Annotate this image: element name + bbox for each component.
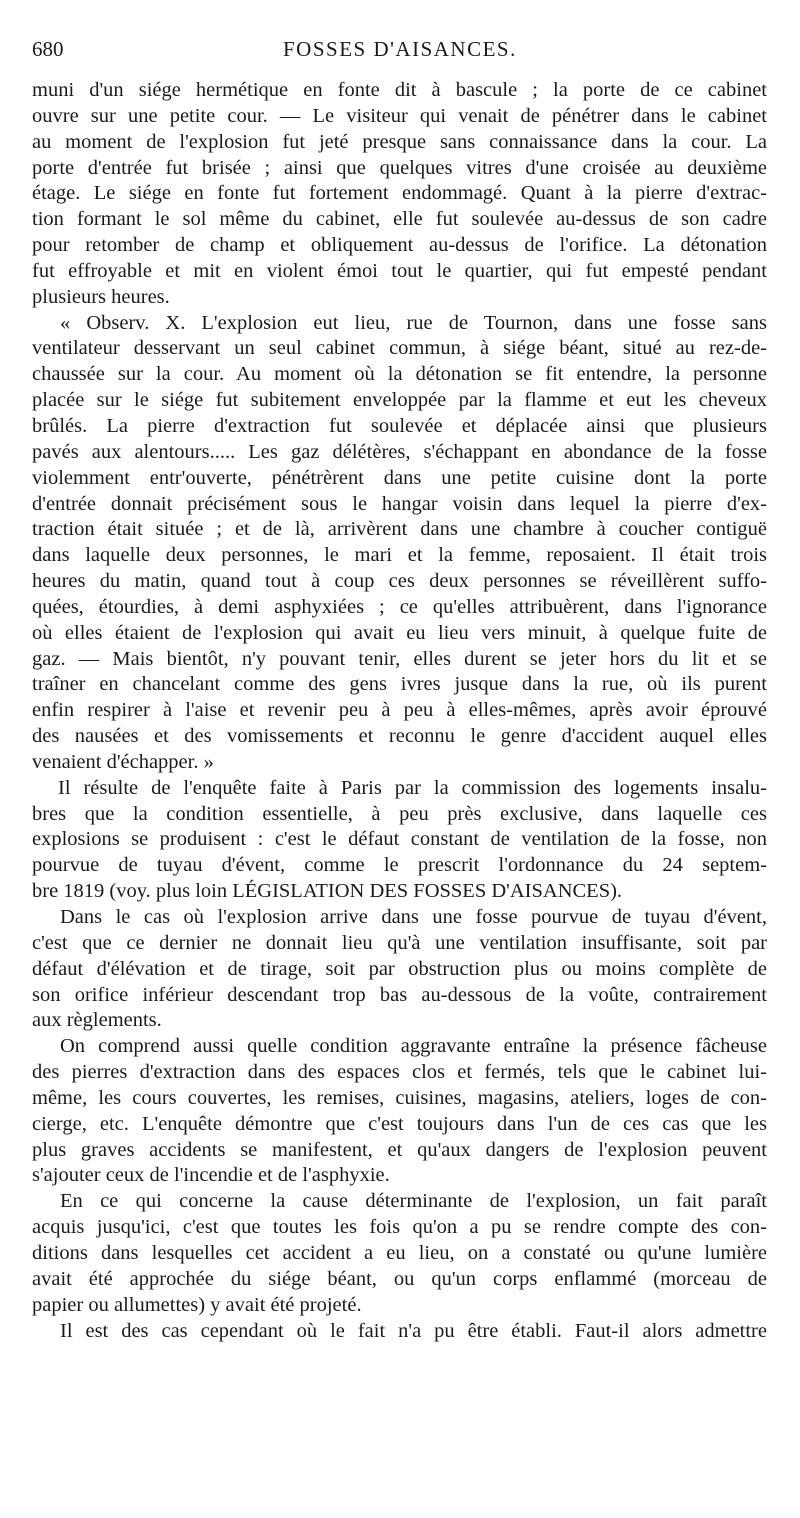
body-text xyxy=(32,78,767,1344)
paragraph-start-line: « Observ. X. L'explosion eut lieu, rue de Tournon, dans une fosse sans xyxy=(60,311,767,334)
text-line: des nausées et des vomissements et reconnu le genre d'accident auquel elles xyxy=(32,725,767,748)
text-line: porte d'entrée fut brisée ; ainsi que quelques vitres d'une croisée au deuxième xyxy=(32,156,767,179)
text-line: chaussée sur la cour. Au moment où la détonation se fit entendre, la personne xyxy=(32,363,767,386)
text-line: tion formant le sol même du cabinet, elle fut soulevée au-dessus de son cadre xyxy=(32,208,767,231)
paragraph-start-line: Dans le cas où l'explosion arrive dans une fosse pourvue de tuyau d'évent, xyxy=(60,906,767,928)
text-line: pavés aux alentours..... Les gaz délétères, s'échappant en abondance de la fosse xyxy=(32,440,767,463)
text-line: pourvue de tuyau d'évent, comme le prescrit l'ordonnance du 24 septem- xyxy=(32,854,767,877)
page-header xyxy=(32,34,767,64)
text-line: fut effroyable et mit en violent émoi tout le quartier, qui fut empesté pendant xyxy=(32,259,767,282)
text-line: même, les cours couvertes, les remises, cuisines, magasins, ateliers, loges de con- xyxy=(32,1086,767,1109)
text-line: ditions dans lesquelles cet accident a eu lieu, on a constaté ou qu'une lumière xyxy=(32,1241,767,1264)
text-line: plus graves accidents se manifestent, et qu'aux dangers de l'explosion peuvent xyxy=(32,1138,767,1161)
text-line: défaut d'élévation et de tirage, soit par obstruction plus ou moins complète de xyxy=(32,957,767,980)
text-line: plusieurs heures. xyxy=(32,285,170,308)
text-line: traîner en chancelant comme des gens ivres jusque dans la rue, où ils purent xyxy=(32,673,767,696)
text-line: aux règlements. xyxy=(32,1009,162,1032)
text-line: gaz. — Mais bientôt, n'y pouvant tenir, elles durent se jeter hors du lit et se xyxy=(32,647,767,670)
text-line: violemment entr'ouverte, pénétrèrent dans une petite cuisine dont la porte xyxy=(32,466,767,489)
book-page xyxy=(32,34,767,1344)
text-line: dans laquelle deux personnes, le mari et la femme, reposaient. Il était trois xyxy=(32,544,767,567)
page-number: 680 xyxy=(32,37,64,61)
text-line: c'est que ce dernier ne donnait lieu qu'à une ventilation insuffisante, soit par xyxy=(32,931,767,954)
text-line: brûlés. La pierre d'extraction fut soulevée et déplacée ainsi que plusieurs xyxy=(32,414,767,437)
paragraph-start-line: Il est des cas cependant où le fait n'a pu être établi. Faut-il alors admettre xyxy=(60,1319,767,1342)
text-line: explosions se produisent : c'est le défaut constant de ventilation de la fosse, non xyxy=(32,828,767,851)
text-line: bre 1819 (voy. plus loin LÉGISLATION DES FOSSES D'AISANCES). xyxy=(32,880,623,903)
text-line: traction était située ; et de là, arrivèrent dans une chambre à coucher contiguë xyxy=(32,518,767,541)
text-line: au moment de l'explosion fut jeté presque sans connaissance dans la cour. La xyxy=(32,130,767,153)
text-line: enfin respirer à l'aise et revenir peu à peu à elles-mêmes, après avoir éprouvé xyxy=(32,699,767,722)
text-line: avait été approchée du siége béant, ou qu'un corps enflammé (morceau de xyxy=(32,1267,767,1290)
text-line: heures du matin, quand tout à coup ces deux personnes se réveillèrent suffo- xyxy=(32,570,767,593)
text-line: bres que la condition essentielle, à peu près exclusive, dans laquelle ces xyxy=(32,802,767,825)
paragraph-start-line: Il résulte de l'enquête faite à Paris par la commission des logements insalu- xyxy=(58,776,767,799)
text-line: cierge, etc. L'enquête démontre que c'est toujours dans l'un de ces cas que les xyxy=(32,1112,767,1135)
running-title: FOSSES D'AISANCES. xyxy=(283,37,517,61)
text-line: étage. Le siége en fonte fut fortement endommagé. Quant à la pierre d'extrac- xyxy=(32,182,767,205)
text-line: où elles étaient de l'explosion qui avait eu lieu vers minuit, à quelque fuite de xyxy=(32,621,767,644)
text-line: placée sur le siége fut subitement enveloppée par la flamme et eut les cheveux xyxy=(32,389,767,412)
text-line: s'ajouter ceux de l'incendie et de l'asphyxie. xyxy=(32,1164,390,1187)
text-line: ouvre sur une petite cour. — Le visiteur qui venait de pénétrer dans le cabinet xyxy=(32,104,767,127)
text-line: son orifice inférieur descendant trop bas au-dessous de la voûte, contrairement xyxy=(32,983,767,1006)
text-line: d'entrée donnait précisément sous le hangar voisin dans lequel la pierre d'ex- xyxy=(32,492,767,515)
paragraph-start-line: On comprend aussi quelle condition aggravante entraîne la présence fâcheuse xyxy=(60,1035,767,1058)
paragraph-start-line: En ce qui concerne la cause déterminante de l'explosion, un fait paraît xyxy=(60,1190,767,1213)
text-line: ventilateur desservant un seul cabinet commun, à siége béant, situé au rez-de- xyxy=(32,337,767,360)
text-line: venaient d'échapper. » xyxy=(32,750,214,773)
text-line: muni d'un siége hermétique en fonte dit à bascule ; la porte de ce cabinet xyxy=(32,79,767,101)
text-line: quées, étourdies, à demi asphyxiées ; ce qu'elles attribuèrent, dans l'ignorance xyxy=(32,595,767,618)
text-line: acquis jusqu'ici, c'est que toutes les fois qu'on a pu se rendre compte des con- xyxy=(32,1216,767,1239)
text-line: des pierres d'extraction dans des espaces clos et fermés, tels que le cabinet lui- xyxy=(32,1061,767,1084)
text-line: papier ou allumettes) y avait été projeté. xyxy=(32,1293,362,1316)
text-line: pour retomber de champ et obliquement au-dessus de l'orifice. La détonation xyxy=(32,234,767,257)
